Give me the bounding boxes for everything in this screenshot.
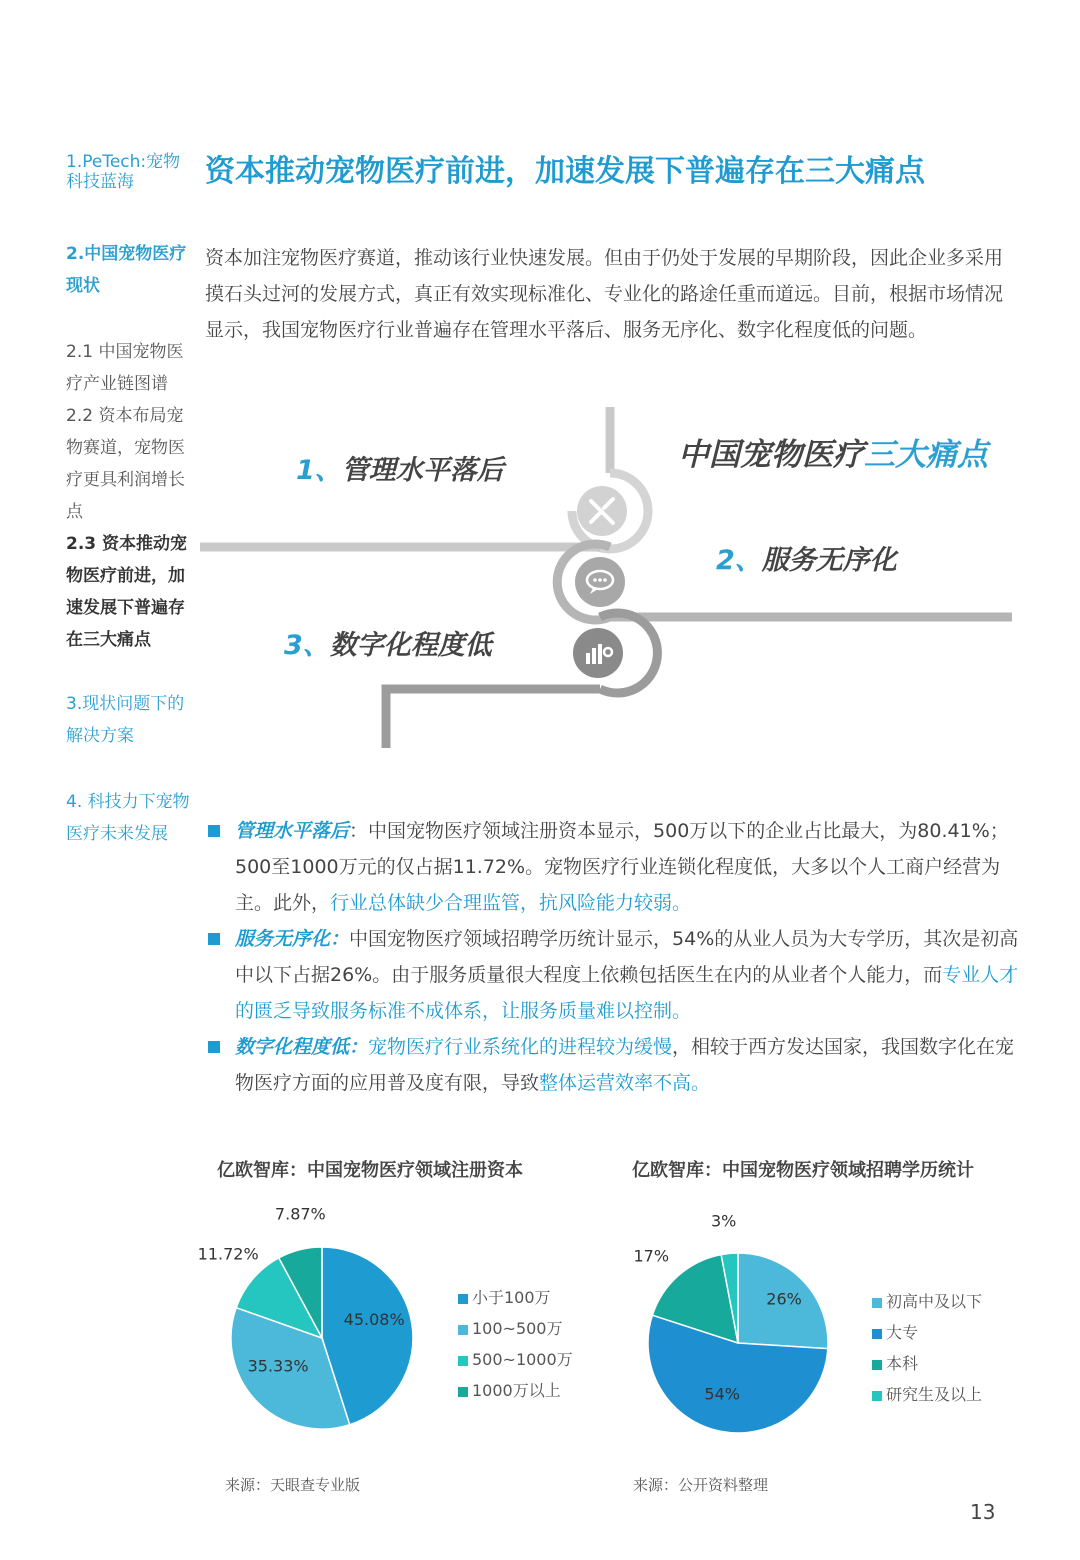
pie-label-3: 11.72% [197,1244,259,1264]
source-capital: 来源：天眼查专业版 [225,1476,361,1494]
pie-label-4: 3% [710,1211,737,1231]
sidebar-item-petech[interactable]: 1.PeTech:宠物科技蓝海 [66,152,181,192]
legend-label: 1000万以上 [472,1381,561,1400]
bullet-square-icon [208,825,220,837]
legend-label: 500~1000万 [472,1350,573,1369]
pie-chart-education [628,1211,853,1445]
legend-capital [458,1282,573,1406]
legend-item [872,1317,982,1348]
pain-points-list [205,813,1025,1101]
pain-points-diagram [200,405,1020,755]
legend-swatch [872,1329,882,1339]
legend-education [872,1286,982,1410]
pie-chart-capital [195,1204,440,1445]
chart-gear-icon [573,628,623,678]
list-item: 管理水平落后：中国宠物医疗领域注册资本显示，500万以下的企业占比最大，为80.41%；500至1000万元的仅占据11.72%。宠物医疗行业连锁化程度低，大多以个人工商户经营为主。此外，行业总体缺少合理监管，抗风险能力较弱。 [205,813,1025,921]
legend-swatch [458,1325,468,1335]
pie-label-1: 45.08% [343,1309,405,1329]
tools-icon [577,486,627,536]
list-item: 服务无序化：中国宠物医疗领域招聘学历统计显示，54%的从业人员为大专学历，其次是初高中以下占据26%。由于服务质量很大程度上依赖包括医生在内的从业者个人能力，而专业人才的匮乏导致服务标准不成体系，让服务质量难以控制。 [205,921,1025,1029]
sidebar-item-2-1[interactable]: 2.1 中国宠物医疗产业链图谱 [66,342,184,394]
pie-label-1: 26% [766,1289,802,1309]
legend-label: 大专 [886,1323,919,1342]
legend-swatch [872,1360,882,1370]
legend-item [872,1348,982,1379]
legend-swatch [872,1391,882,1401]
legend-label: 100~500万 [472,1319,563,1338]
chat-bubble-icon [575,557,625,607]
pain-point-3-label: 3、数字化程度低 [284,630,492,661]
legend-swatch [458,1356,468,1366]
pain-point-2-label: 2、服务无序化 [716,545,897,576]
sidebar-nav [66,152,190,880]
bullet-square-icon [208,1041,220,1053]
sidebar-item-2-3-active[interactable]: 2.3 资本推动宠物医疗前进，加速发展下普遍存在三大痛点 [66,534,188,650]
connector-line-3 [386,689,600,748]
legend-item [872,1379,982,1410]
pie-label-4: 7.87% [274,1204,326,1224]
legend-swatch [458,1294,468,1304]
legend-label: 研究生及以上 [886,1385,983,1404]
page-number: 13 [970,1500,996,1524]
legend-item [872,1286,982,1317]
legend-label: 初高中及以下 [886,1292,983,1311]
sidebar-item-status[interactable]: 2.中国宠物医疗现状 [66,244,187,296]
legend-item [458,1282,573,1313]
legend-item [458,1313,573,1344]
pie-label-2: 54% [704,1384,740,1404]
legend-item [458,1375,573,1406]
pie-label-2: 35.33% [247,1356,309,1376]
sidebar-item-future[interactable]: 4. 科技力下宠物医疗未来发展 [66,792,190,844]
sidebar-item-2-2[interactable]: 2.2 资本布局宠物赛道，宠物医疗更具利润增长点 [66,406,185,522]
bullet-square-icon [208,933,220,945]
diagram-title: 中国宠物医疗三大痛点 [678,437,988,473]
pain-point-1-label: 1、管理水平落后 [296,455,504,486]
chart-title-education: 亿欧智库：中国宠物医疗领域招聘学历统计 [632,1160,974,1181]
list-item: 数字化程度低：宠物医疗行业系统化的进程较为缓慢，相较于西方发达国家，我国数字化在宠物医疗方面的应用普及度有限，导致整体运营效率不高。 [205,1029,1025,1101]
legend-item [458,1344,573,1375]
legend-label: 本科 [886,1354,919,1373]
intro-paragraph: 资本加注宠物医疗赛道，推动该行业快速发展。但由于仍处于发展的早期阶段，因此企业多采用摸石头过河的发展方式，真正有效实现标准化、专业化的路途任重而道远。目前，根据市场情况显示，我国宠物医疗行业普遍存在管理水平落后、服务无序化、数字化程度低的问题。 [205,247,1004,341]
sidebar-item-solutions[interactable]: 3.现状问题下的解决方案 [66,694,185,746]
legend-swatch [872,1298,882,1308]
pie-label-3: 17% [633,1246,670,1266]
source-education: 来源：公开资料整理 [633,1476,769,1494]
page-title: 资本推动宠物医疗前进，加速发展下普遍存在三大痛点 [205,154,925,189]
chart-title-capital: 亿欧智库：中国宠物医疗领域注册资本 [217,1160,523,1181]
legend-swatch [458,1387,468,1397]
legend-label: 小于100万 [472,1288,551,1307]
